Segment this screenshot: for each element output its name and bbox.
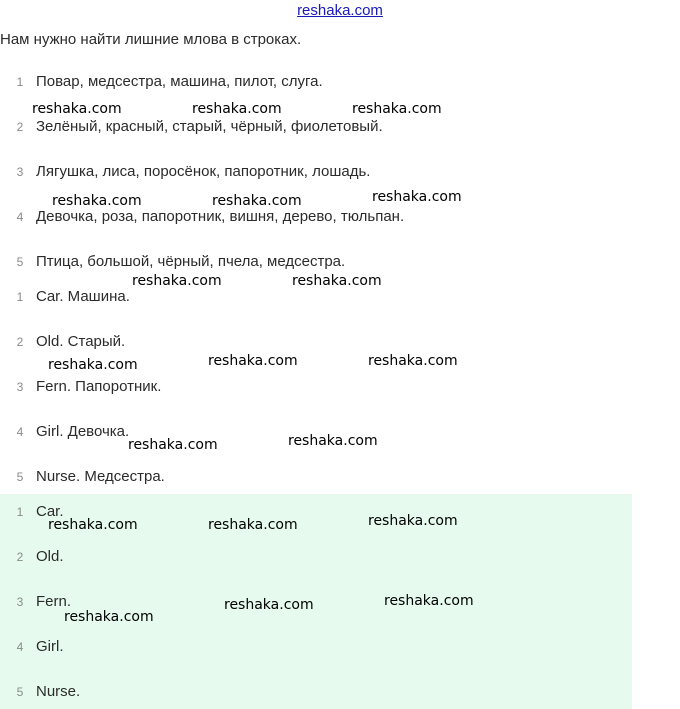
item-text: Girl. Девочка.	[36, 423, 130, 440]
item-number: 2	[16, 335, 24, 349]
item-text: Птица, большой, чёрный, пчела, медсестра.	[36, 253, 346, 270]
item-number: 3	[16, 380, 24, 394]
watermark: reshaka.com	[132, 273, 222, 289]
watermark: reshaka.com	[48, 357, 138, 373]
item-number: 3	[16, 165, 24, 179]
item-number: 1	[16, 505, 24, 519]
item-text: Девочка, роза, папоротник, вишня, дерево, тюльпан.	[36, 208, 405, 225]
watermark: reshaka.com	[368, 353, 458, 369]
item-number: 5	[16, 255, 24, 269]
watermark: reshaka.com	[384, 593, 474, 609]
item-text: Nurse.	[36, 683, 81, 700]
item-number: 1	[16, 290, 24, 304]
item-number: 4	[16, 425, 24, 439]
item-number: 3	[16, 595, 24, 609]
watermark: reshaka.com	[208, 353, 298, 369]
site-header-link[interactable]: reshaka.com	[297, 2, 383, 19]
item-number: 2	[16, 550, 24, 564]
watermark: reshaka.com	[128, 437, 218, 453]
item-text: Girl.	[36, 638, 64, 655]
watermark: reshaka.com	[288, 433, 378, 449]
item-text: Old.	[36, 548, 64, 565]
item-text: Car.	[36, 503, 64, 520]
item-text: Fern.	[36, 593, 72, 610]
watermark: reshaka.com	[372, 189, 462, 205]
watermark: reshaka.com	[48, 517, 138, 533]
watermark: reshaka.com	[32, 101, 122, 117]
item-number: 2	[16, 120, 24, 134]
intro-text: Нам нужно найти лишние млова в строках.	[0, 31, 302, 48]
item-text: Лягушка, лиса, поросёнок, папоротник, лошадь.	[36, 163, 371, 180]
item-text: Зелёный, красный, старый, чёрный, фиолетовый.	[36, 118, 383, 135]
item-text: Повар, медсестра, машина, пилот, слуга.	[36, 73, 323, 90]
watermark: reshaka.com	[208, 517, 298, 533]
watermark: reshaka.com	[368, 513, 458, 529]
watermark: reshaka.com	[212, 193, 302, 209]
item-text: Car. Машина.	[36, 288, 130, 305]
item-number: 1	[16, 75, 24, 89]
watermark: reshaka.com	[52, 193, 142, 209]
watermark: reshaka.com	[292, 273, 382, 289]
item-number: 4	[16, 640, 24, 654]
watermark: reshaka.com	[192, 101, 282, 117]
watermark: reshaka.com	[224, 597, 314, 613]
item-text: Fern. Папоротник.	[36, 378, 162, 395]
item-number: 4	[16, 210, 24, 224]
watermark: reshaka.com	[352, 101, 442, 117]
item-text: Nurse. Медсестра.	[36, 468, 165, 485]
item-number: 5	[16, 470, 24, 484]
item-number: 5	[16, 685, 24, 699]
item-text: Old. Старый.	[36, 333, 126, 350]
watermark: reshaka.com	[64, 609, 154, 625]
